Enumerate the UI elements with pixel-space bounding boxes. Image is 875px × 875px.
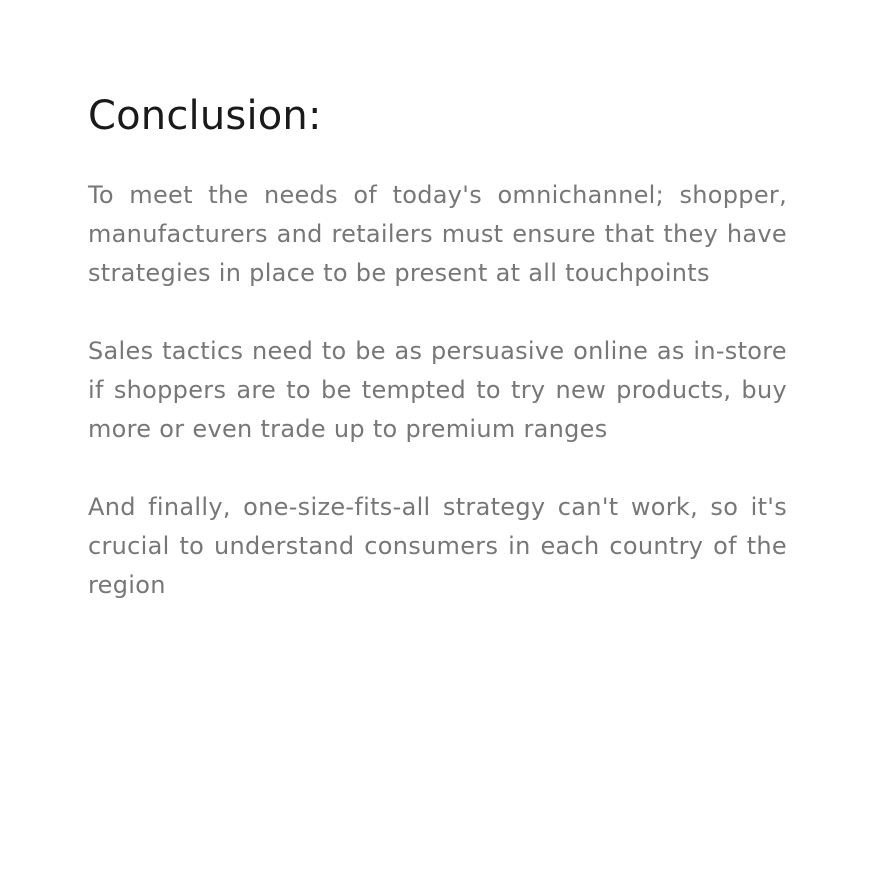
content-block xyxy=(88,90,787,605)
paragraph-omnichannel: To meet the needs of today's omnichannel; shopper, manufacturers and retailers must ensure that they have strategies in place to be present at all touchpoints xyxy=(88,181,787,287)
paragraph-strategy: And finally, one-size-fits-all strategy can't work, so it's crucial to understand consumers in each country of the region xyxy=(88,493,787,599)
paragraph-sales-tactics: Sales tactics need to be as persuasive online as in-store if shoppers are to be tempted to try new products, buy more or even trade up to premium ranges xyxy=(88,337,787,443)
page-title: Conclusion: xyxy=(88,93,322,139)
